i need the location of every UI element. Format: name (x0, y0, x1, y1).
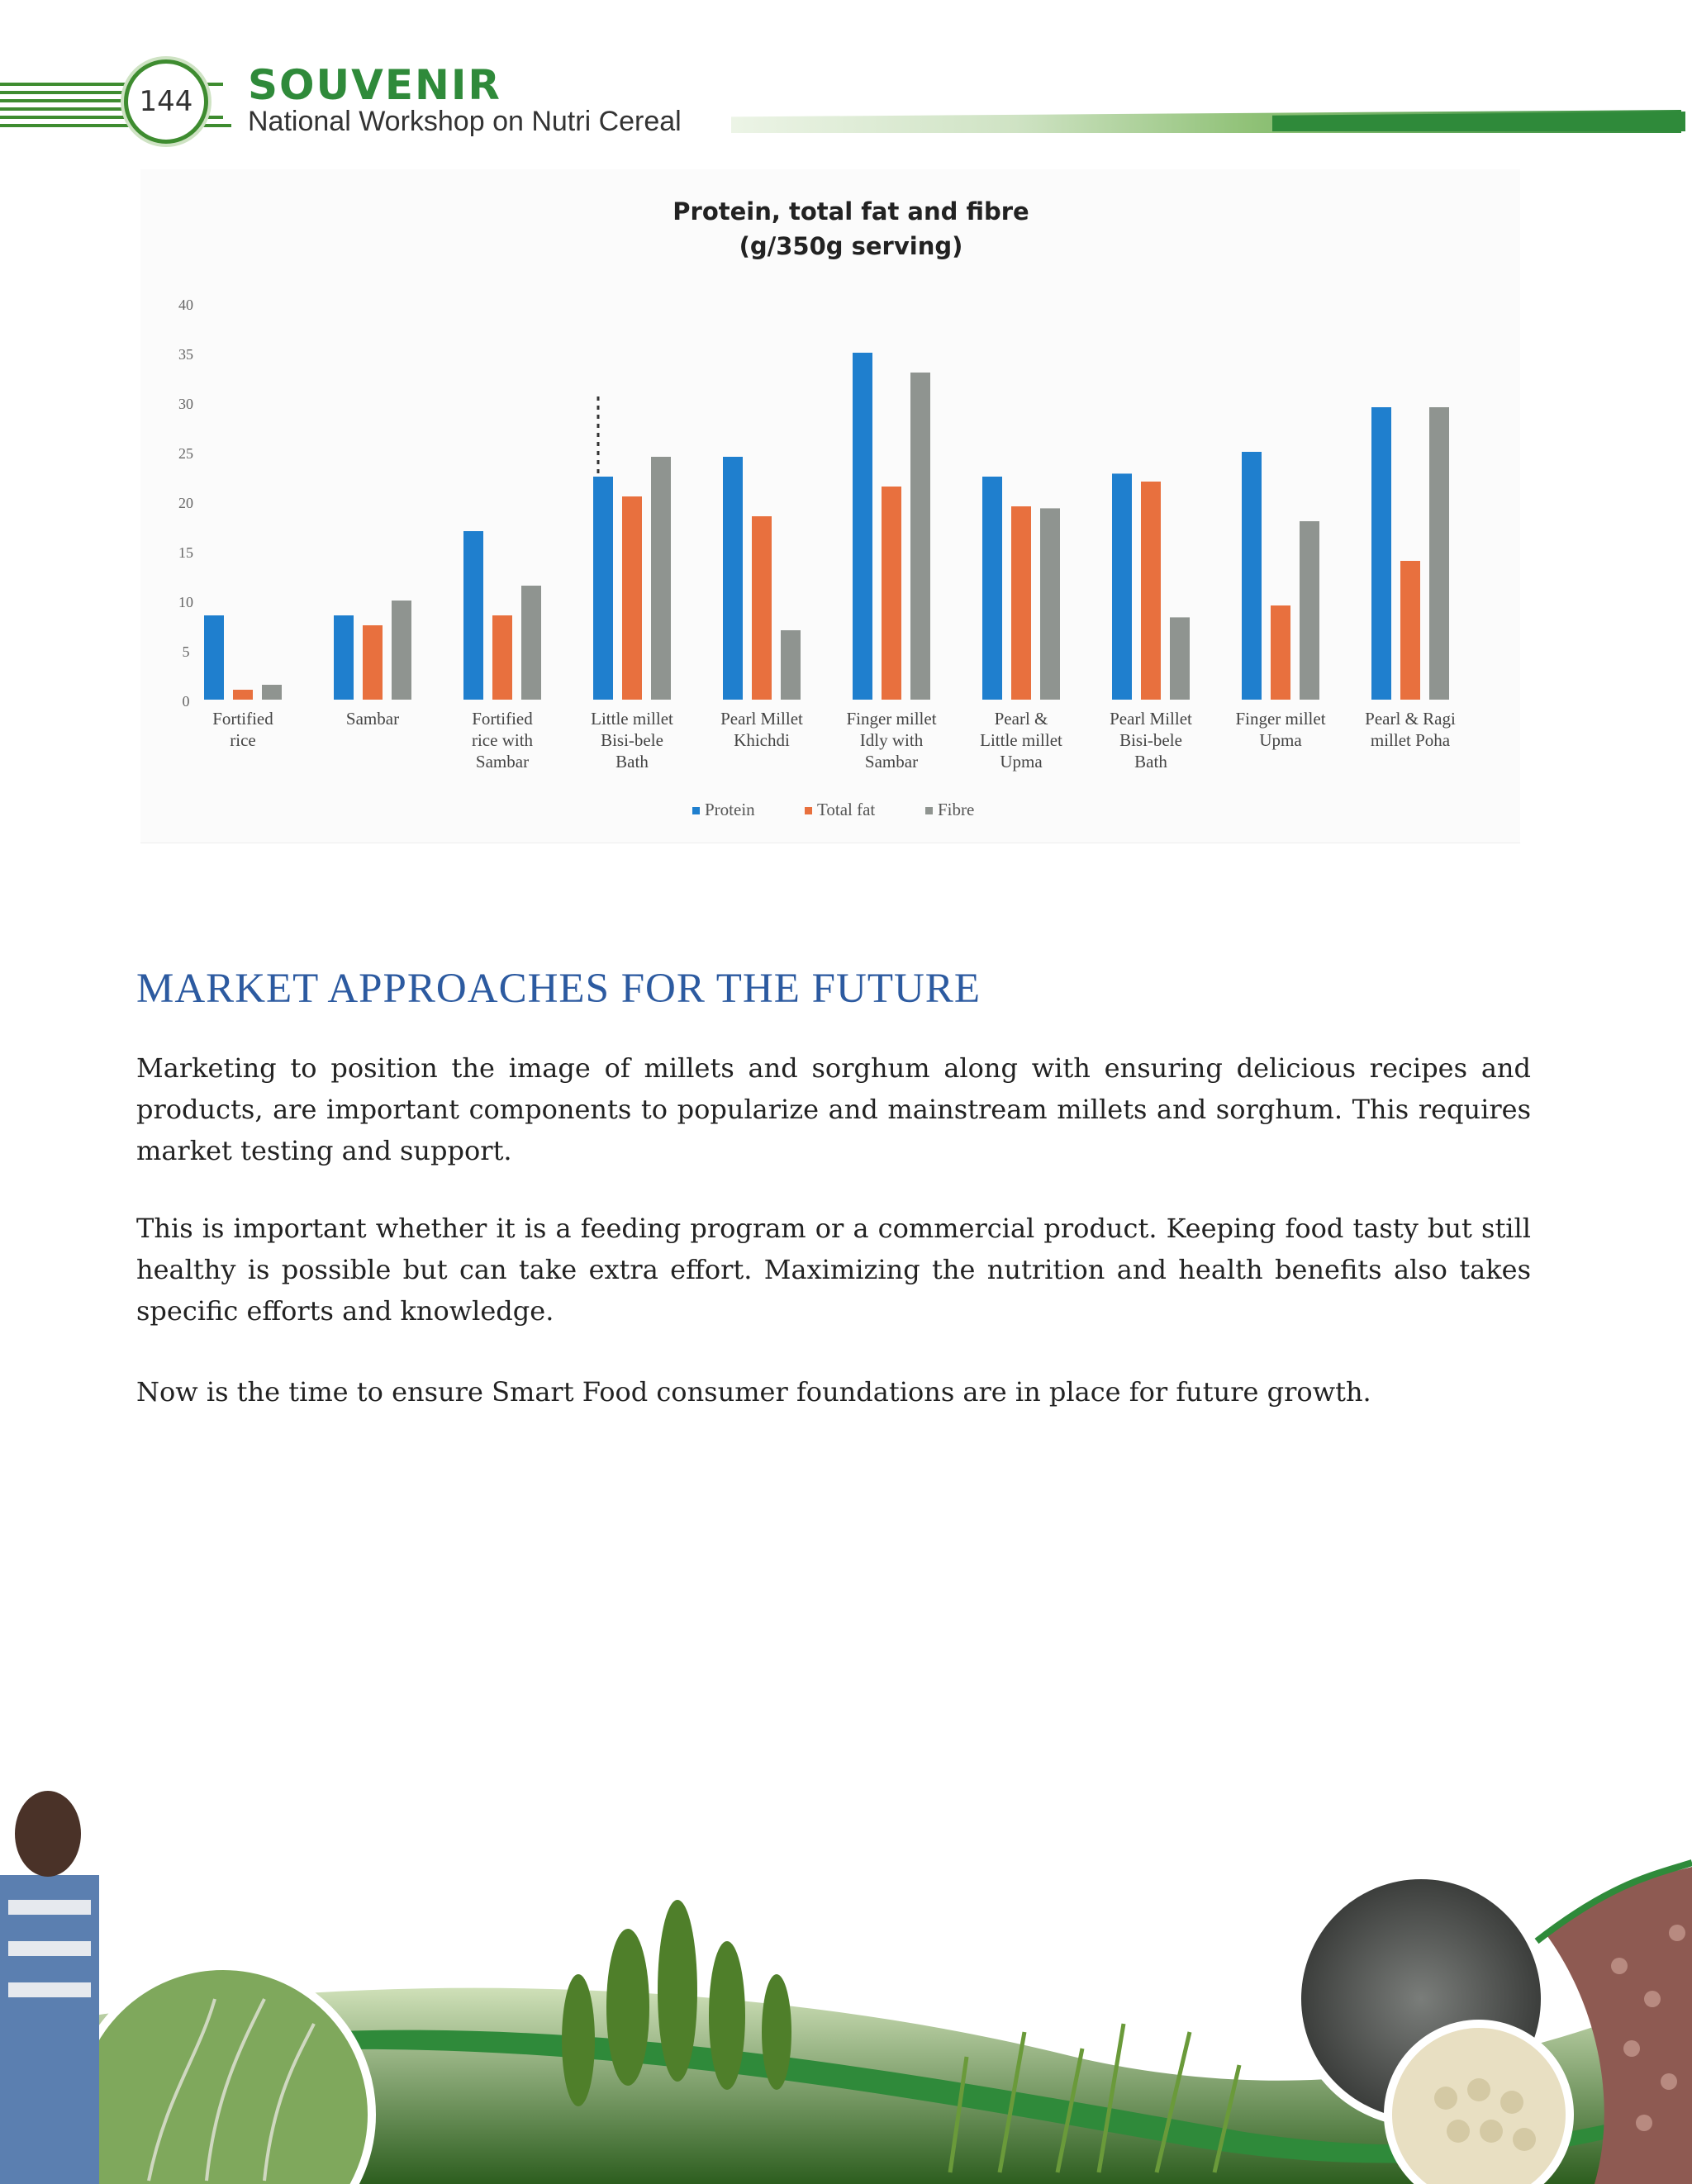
bar-total-fat (752, 516, 772, 700)
y-tick-label: 40 (178, 297, 193, 313)
x-category-label-line: Bath (1134, 752, 1167, 772)
bar-total-fat (1141, 482, 1161, 700)
x-category-label-line: Finger millet (1235, 709, 1326, 729)
bar-protein (334, 615, 354, 700)
chart-legend (692, 800, 974, 819)
x-category-label-line: Finger millet (846, 709, 937, 729)
bar-total-fat (622, 496, 642, 700)
legend-swatch-total-fat (805, 807, 812, 814)
bar-fibre (1429, 407, 1449, 700)
bar-fibre (910, 373, 930, 700)
y-tick-label: 5 (182, 643, 190, 660)
chart-panel (140, 169, 1520, 843)
x-category-label (472, 709, 534, 772)
y-tick-label: 25 (178, 445, 193, 462)
x-category-label-line: rice with (471, 730, 534, 750)
bar-fibre (262, 685, 282, 700)
bar-protein (593, 477, 613, 700)
x-category-label-line: Sambar (345, 709, 400, 729)
bar-fibre (1040, 508, 1060, 700)
x-category-label-line: millet Poha (1370, 730, 1451, 750)
x-category-label (980, 709, 1062, 772)
x-category-label (212, 709, 273, 750)
y-tick-label: 30 (178, 396, 193, 412)
y-tick-label: 0 (182, 693, 190, 710)
bar-fibre (392, 601, 411, 700)
paragraph-3: Now is the time to ensure Smart Food consumer foundations are in place for future growth. (136, 1376, 1371, 1408)
y-tick-label: 20 (178, 495, 193, 511)
x-category-label (1365, 709, 1456, 750)
header-title: SOUVENIR (248, 61, 501, 109)
bar-fibre (781, 630, 801, 700)
white-grain-photo-circle (1388, 2024, 1570, 2184)
chart-title-line2: (g/350g serving) (739, 232, 963, 260)
bar-protein (853, 353, 872, 700)
bar-fibre (521, 586, 541, 700)
x-category-label-line: Khichdi (734, 730, 790, 750)
bar-protein (463, 531, 483, 700)
x-category-label (1110, 709, 1192, 772)
bar-protein (982, 477, 1002, 700)
x-category-label-line: Upma (1000, 752, 1043, 772)
bar-total-fat (1011, 506, 1031, 700)
x-category-label-line: Sambar (475, 752, 530, 772)
bar-total-fat (1400, 561, 1420, 700)
x-category-label-line: Bisi-bele (1119, 730, 1182, 750)
x-category-label-line: Pearl Millet (720, 709, 803, 729)
y-tick-label: 35 (178, 346, 193, 363)
x-category-label-line: Bisi-bele (601, 730, 663, 750)
legend-label: Fibre (938, 800, 975, 819)
x-category-label-line: Pearl & (994, 709, 1048, 729)
bar-chart (140, 169, 1520, 843)
x-category-label-line: Fortified (472, 709, 533, 729)
bar-total-fat (492, 615, 512, 700)
x-category-label-line: Sambar (864, 752, 919, 772)
footer-photo-banner (0, 1784, 1692, 2184)
x-category-label (1235, 709, 1325, 750)
x-category-label (346, 709, 399, 729)
bar-protein (1371, 407, 1391, 700)
farmer-figure (0, 1791, 99, 2184)
legend-swatch-fibre (925, 807, 933, 814)
x-category-label (591, 709, 673, 772)
bar-protein (723, 457, 743, 700)
bar-protein (204, 615, 224, 700)
x-category-label (846, 709, 936, 772)
legend-label: Protein (705, 800, 755, 819)
x-axis-labels (212, 709, 1456, 772)
x-category-label-line: Little millet (980, 730, 1062, 750)
bar-total-fat (363, 625, 383, 700)
section-heading: MARKET APPROACHES FOR THE FUTURE (136, 966, 981, 1012)
x-category-label-line: Fortified (212, 709, 273, 729)
chart-title-line1: Protein, total fat and fibre (673, 197, 1029, 226)
y-axis-ticks (178, 297, 193, 710)
bar-fibre (1170, 617, 1190, 700)
x-category-label-line: rice (230, 730, 256, 750)
page-number-badge (124, 59, 208, 144)
x-category-label-line: Pearl Millet (1110, 709, 1192, 729)
paragraph-1: Marketing to position the image of millets and sorghum along with ensuring delicious recipes and products, are important components to popularize and mainstream millets and sorghum. This requires market testing and support. (136, 1052, 1531, 1166)
bar-fibre (651, 457, 671, 700)
bar-protein (1242, 452, 1262, 700)
x-category-label-line: Little millet (591, 709, 673, 729)
bar-total-fat (882, 487, 901, 700)
bar-fibre (1300, 521, 1319, 700)
x-category-label-line: Pearl & Ragi (1365, 709, 1456, 729)
legend-swatch-protein (692, 807, 700, 814)
header-subtitle: National Workshop on Nutri Cereal (248, 106, 682, 137)
x-category-label-line: Bath (615, 752, 649, 772)
bars (204, 353, 1449, 700)
x-category-label (720, 709, 803, 750)
bar-total-fat (1271, 605, 1290, 700)
x-category-label-line: Upma (1259, 730, 1302, 750)
x-category-label-line: Idly with (859, 730, 924, 750)
bar-total-fat (233, 690, 253, 700)
page-number: 144 (139, 85, 193, 118)
paragraph-2: This is important whether it is a feeding program or a commercial product. Keeping food tasty but still healthy is possible but can take extra effort. Maximizing the nutrition and health benefits also takes specific efforts and knowledge. (136, 1213, 1531, 1327)
legend-label: Total fat (817, 800, 876, 819)
y-tick-label: 15 (178, 544, 193, 561)
bar-protein (1112, 473, 1132, 700)
y-tick-label: 10 (178, 594, 193, 610)
